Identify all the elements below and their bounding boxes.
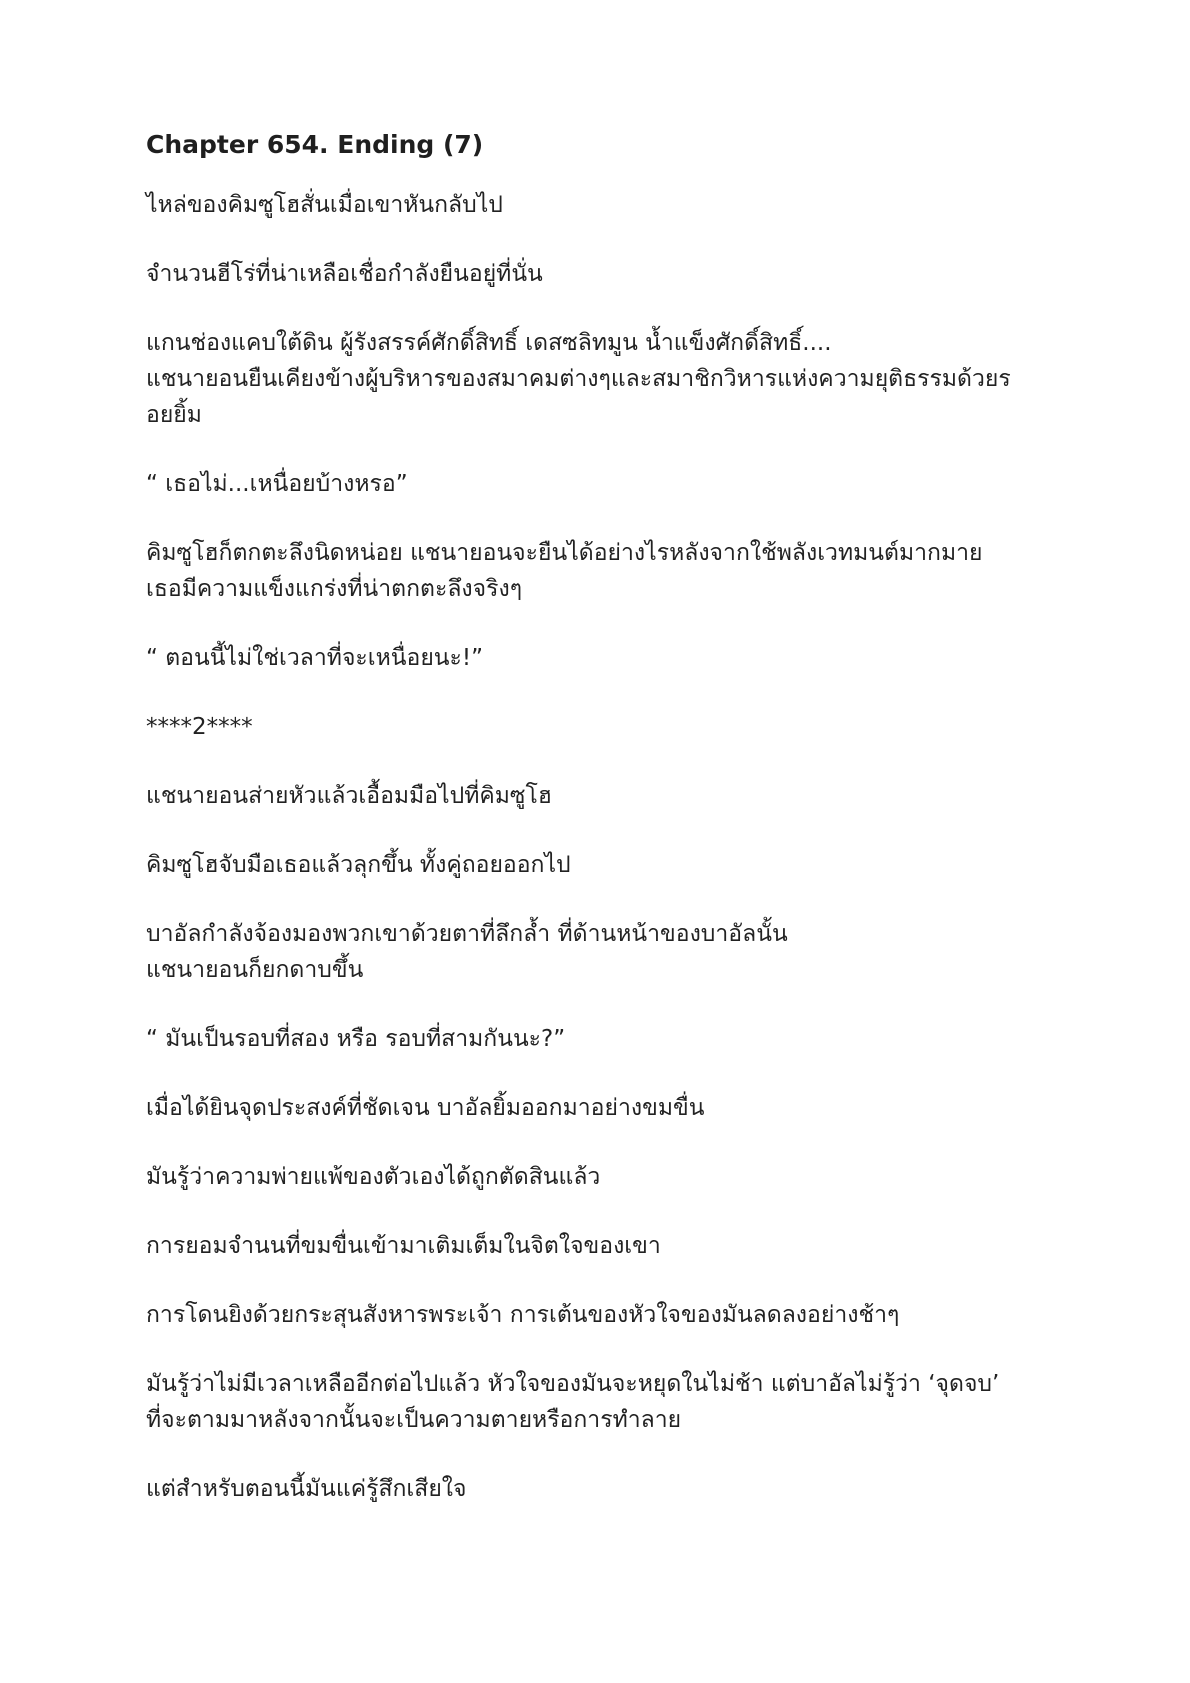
paragraph: มันรู้ว่าความพ่ายแพ้ของตัวเองได้ถูกตัดสินแล้ว (146, 1164, 601, 1190)
paragraph: แต่สำหรับตอนนี้มันแค่รู้สึกเสียใจ (146, 1476, 467, 1502)
paragraph: ไหล่ของคิมซูโฮสั่นเมื่อเขาหันกลับไป (146, 192, 503, 218)
dialogue-paragraph: “ ตอนนี้ไม่ใช่เวลาที่จะเหนื่อยนะ!” (146, 645, 484, 671)
document-page (146, 128, 1076, 1540)
section-separator: ****2**** (146, 714, 253, 740)
paragraph: จำนวนฮีโร่ที่น่าเหลือเชื่อกำลังยืนอยู่ที่นั่น (146, 261, 543, 287)
paragraph: แชนายอนส่ายหัวแล้วเอื้อมมือไปที่คิมซูโฮ (146, 783, 552, 809)
dialogue-paragraph: “ เธอไม่...เหนื่อยบ้างหรอ” (146, 471, 408, 497)
paragraph: คิมซูโฮจับมือเธอแล้วลุกขึ้น ทั้งคู่ถอยออกไป (146, 852, 571, 878)
paragraph: มันรู้ว่าไม่มีเวลาเหลืออีกต่อไปแล้ว หัวใจของมันจะหยุดในไม่ช้า แต่บาอัลไม่รู้ว่า ‘จุดจบ’ ที่จะตามมาหลังจากนั้นจะเป็นความตายหรือการทำลาย (146, 1371, 1000, 1433)
paragraph: แกนช่องแคบใต้ดิน ผู้รังสรรค์ศักดิ์สิทธิ์ เดสซลิทมูน น้ำแข็งศักดิ์สิทธิ์.... แชนายอนยืนเคียงข้างผู้บริหารของสมาคมต่างๆและสมาชิกวิหารแห่งความยุติธรรมด้วยร อยยิ้ม (146, 330, 1011, 428)
paragraph: เมื่อได้ยินจุดประสงค์ที่ชัดเจน บาอัลยิ้มออกมาอย่างขมขื่น (146, 1095, 705, 1121)
dialogue-paragraph: “ มันเป็นรอบที่สอง หรือ รอบที่สามกันนะ?” (146, 1026, 566, 1052)
paragraph: บาอัลกำลังจ้องมองพวกเขาด้วยตาที่ลึกล้ำ ที่ด้านหน้าของบาอัลนั้น แชนายอนก็ยกดาบขึ้น (146, 921, 788, 983)
paragraph: การยอมจำนนที่ขมขื่นเข้ามาเติมเต็มในจิตใจของเขา (146, 1233, 661, 1259)
paragraph: คิมซูโฮก็ตกตะลึงนิดหน่อย แชนายอนจะยืนได้อย่างไรหลังจากใช้พลังเวทมนต์มากมาย เธอมีความแข็งแกร่งที่น่าตกตะลึงจริงๆ (146, 540, 983, 602)
paragraph: การโดนยิงด้วยกระสุนสังหารพระเจ้า การเต้นของหัวใจของมันลดลงอย่างช้าๆ (146, 1302, 900, 1328)
chapter-title: Chapter 654. Ending (7) (146, 130, 484, 159)
